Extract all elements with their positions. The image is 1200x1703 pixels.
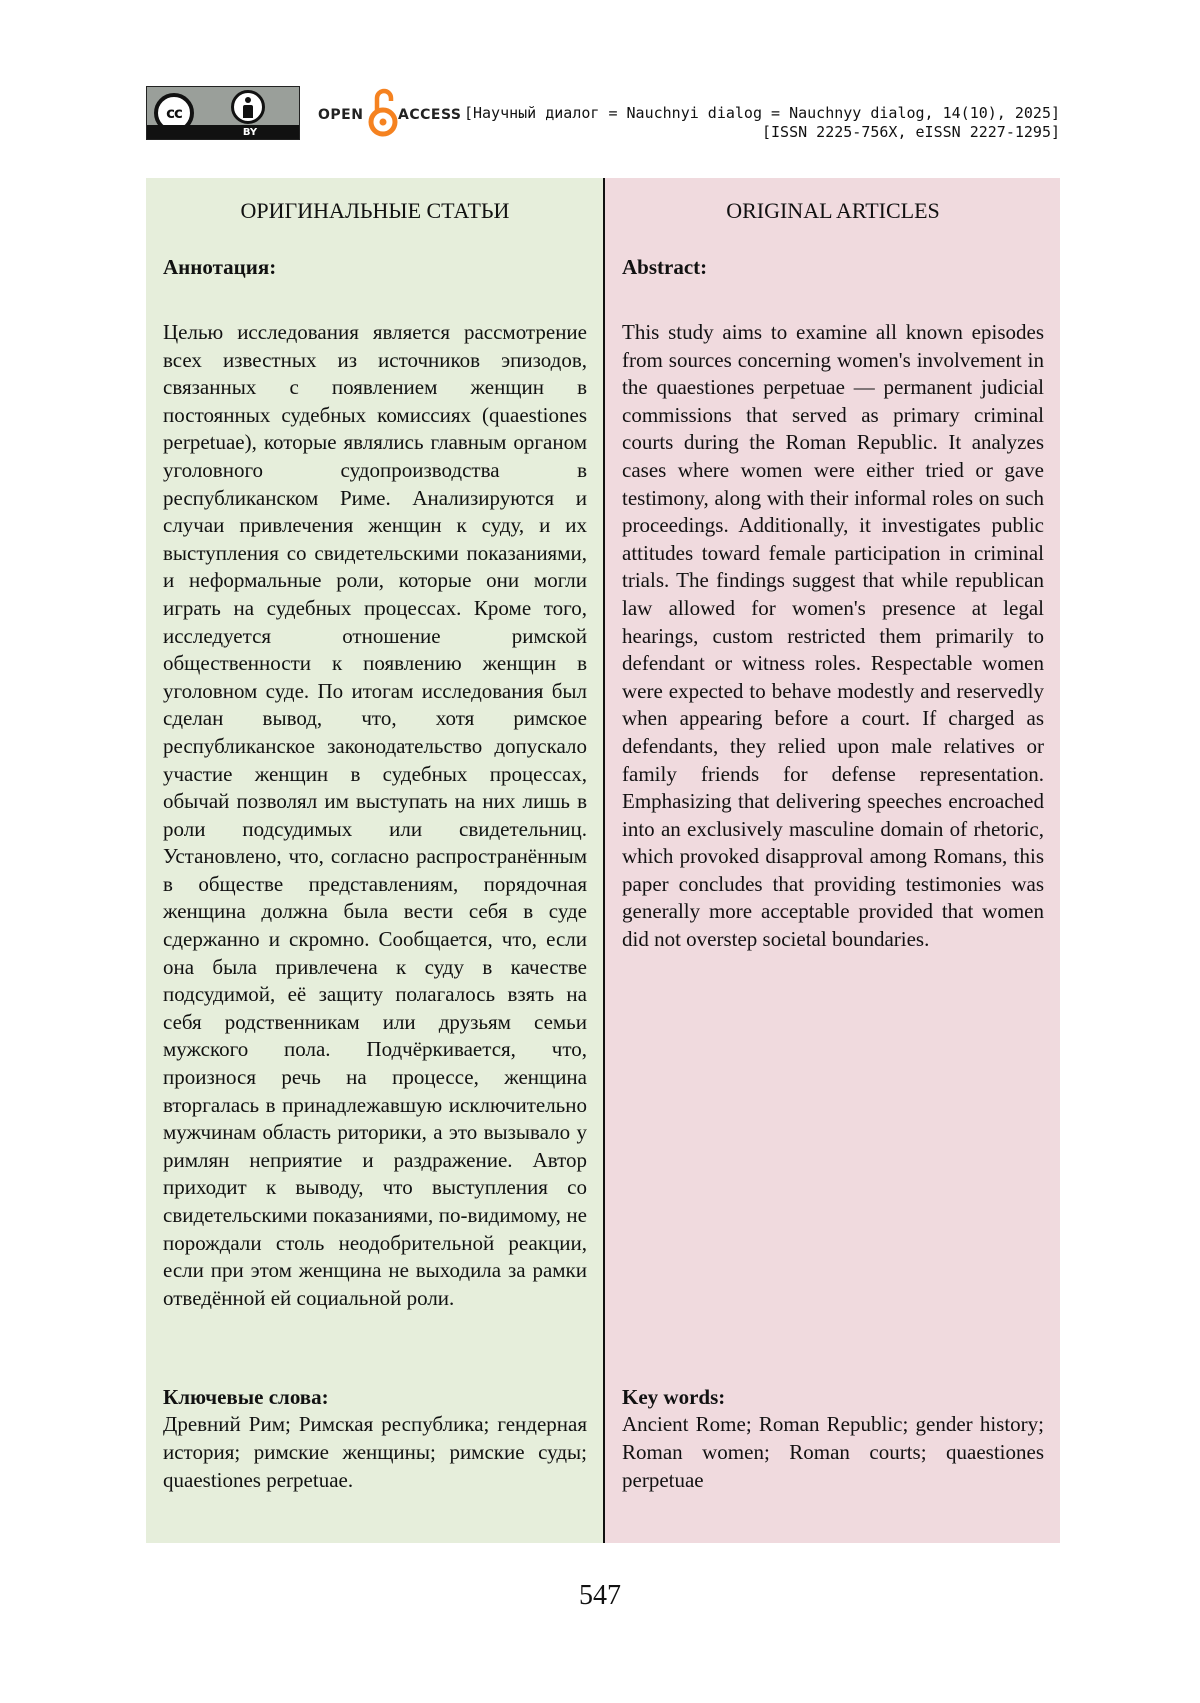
attribution-person-icon bbox=[231, 90, 265, 124]
abstract-columns bbox=[146, 178, 1060, 1543]
keywords-block-en bbox=[622, 1384, 1044, 1494]
open-access-access-label: ACCESS bbox=[398, 107, 462, 123]
journal-issn: [ISSN 2225-756X, eISSN 2227-1295] bbox=[761, 123, 1060, 141]
abstract-text-ru: Целью исследования является рассмотрение всех известных из источников эпизодов, связанных с появлением женщин в постоянных судебных комиссиях (quaestiones perpetuae), которые являлись главным органом уголовного судопроизводства в республиканском Риме. Анализируются и случаи привлечения женщин к суду, и их выступления со свидетельскими показаниями, и неформальные роли, которые они могли играть на судебных процессах. Кроме того, исследуется отношение римской общественности к появлению женщин в уголовном суде. По итогам исследования был сделан вывод, что, хотя римское республиканское законодательство допускало участие женщин в судебных процессах, обычай позволял им выступать на них лишь в роли подсудимых или свидетельниц. Установлено, что, согласно распространённым в обществе представлениям, порядочная женщина должна была вести себя в суде сдержанно и скромно. Сообщается, что, если она была привлечена к суду в качестве подсудимой, её защиту полагалось взять на себя родственникам или друзьям семьи мужского пола. Подчёркивается, что, произнося речь на процессе, женщина вторгалась в принадлежавшую исключительно мужчинам область риторики, а это вызывало у римлян неприятие и раздражение. Автор приходит к выводу, что выступления со свидетельскими показаниями, по-видимому, не порождали столь неодобрительной реакции, если при этом женщина не выходила за рамки отведённой ей социальной роли. bbox=[163, 320, 587, 1310]
keywords-label-ru: Ключевые слова: bbox=[163, 1385, 329, 1409]
keywords-block-ru bbox=[163, 1384, 587, 1494]
page-number: 547 bbox=[579, 1580, 621, 1611]
keywords-text-en: Ancient Rome; Roman Republic; gender history; Roman women; Roman courts; quaestiones perpetuae bbox=[622, 1412, 1044, 1492]
english-column bbox=[605, 178, 1060, 1543]
section-title-ru: ОРИГИНАЛЬНЫЕ СТАТЬИ bbox=[240, 198, 510, 223]
creative-commons-by-icon bbox=[146, 86, 300, 140]
open-access-open-label: OPEN bbox=[318, 107, 364, 123]
license-by-label: BY bbox=[242, 127, 258, 138]
russian-column bbox=[146, 178, 603, 1543]
abstract-label-en: Abstract: bbox=[622, 255, 708, 279]
abstract-label-ru: Аннотация: bbox=[163, 255, 277, 279]
open-access-logo bbox=[318, 86, 462, 140]
journal-info bbox=[464, 104, 1060, 142]
keywords-text-ru: Древний Рим; Римская республика; гендерная история; римские женщины; римские суды; quaestiones perpetuae. bbox=[163, 1412, 587, 1492]
journal-citation: [Научный диалог = Nauchnyi dialog = Nauchnyy dialog, 14(10), 2025] bbox=[463, 104, 1060, 122]
cc-icon: cc bbox=[154, 93, 194, 133]
page-header bbox=[146, 86, 1060, 146]
section-title-en: ORIGINAL ARTICLES bbox=[726, 198, 940, 223]
open-lock-icon bbox=[368, 86, 398, 138]
keywords-label-en: Key words: bbox=[622, 1385, 726, 1409]
abstract-text-en: This study aims to examine all known episodes from sources concerning women's involvement in the quaestiones perpetuae — permanent judicial commissions that served as primary criminal courts during the Roman Republic. It analyzes cases where women were either tried or gave testimony, along with their informal roles on such proceedings. Additionally, it investigates public attitudes toward female participation in criminal trials. The findings suggest that while republican law allowed for women's presence at legal hearings, custom restricted them primarily to defendant or witness roles. Respectable women were expected to behave modestly and reservedly when appearing before a court. If charged as defendants, they relied upon male relatives or family friends for defense representation. Emphasizing that delivering speeches encroached into an exclusively masculine domain of rhetoric, which provoked disapproval among Romans, this paper concludes that providing testimonies was generally more acceptable provided that women did not overstep societal boundaries. bbox=[622, 320, 1044, 952]
